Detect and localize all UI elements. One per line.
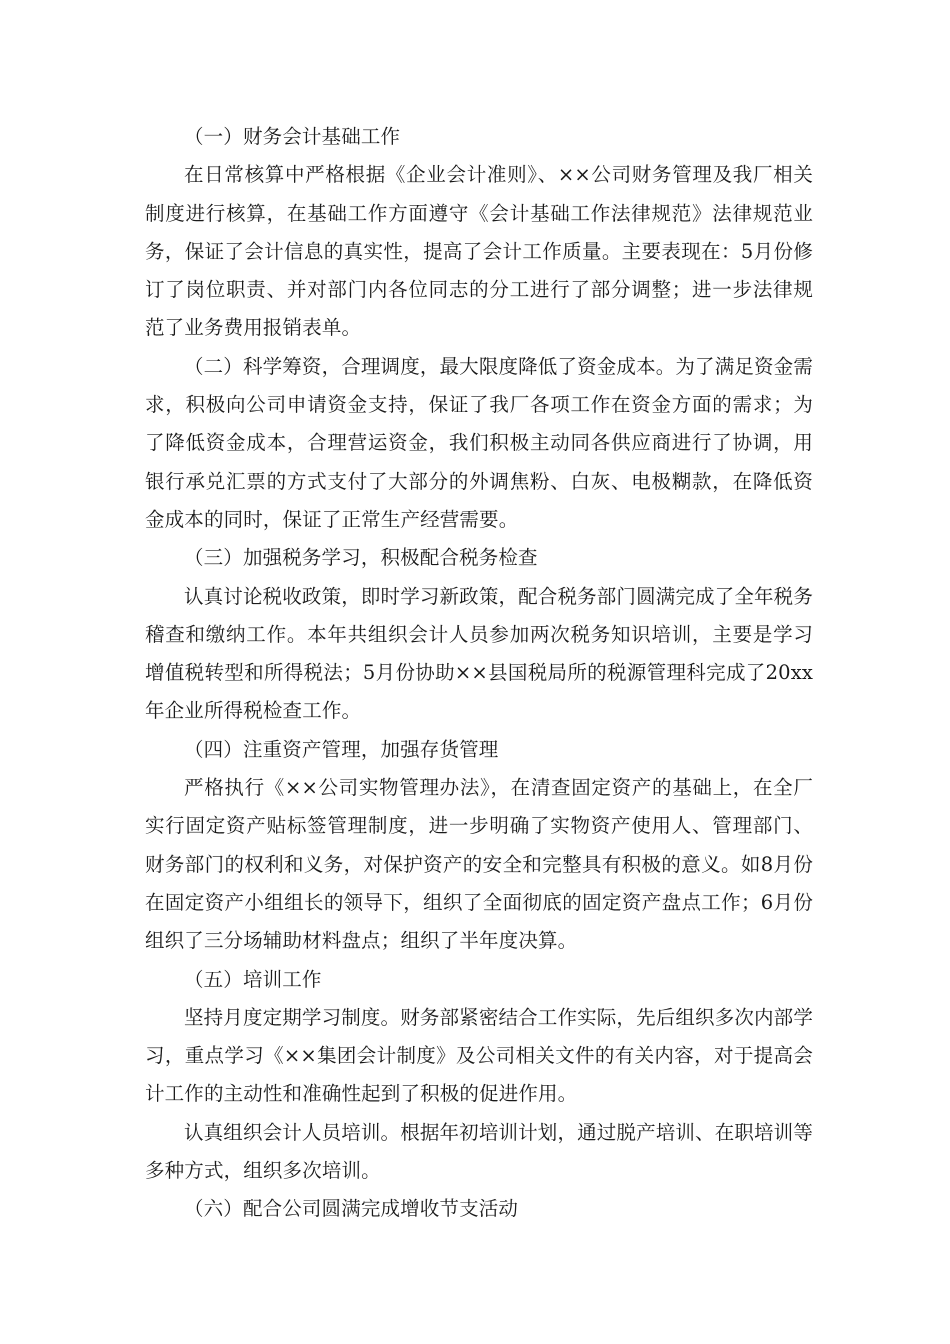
- section-heading-5: （五）培训工作: [184, 967, 322, 991]
- paragraph-training-staff: 认真组织会计人员培训。根据年初培训计划，通过脱产培训、在职培训等多种方式，组织多次培训。: [145, 1120, 813, 1183]
- section-heading-3: （三）加强税务学习，积极配合税务检查: [184, 546, 538, 570]
- paragraph-training-study: 坚持月度定期学习制度。财务部紧密结合工作实际，先后组织多次内部学习，重点学习《××集团会计制度》及公司相关文件的有关内容，对于提高会计工作的主动性和准确性起到了积极的促进作用。: [145, 1005, 813, 1106]
- paragraph-accounting-basics: 在日常核算中严格根据《企业会计准则》、××公司财务管理及我厂相关制度进行核算，在基础工作方面遵守《会计基础工作法律规范》法律规范业务，保证了会计信息的真实性，提高了会计工作质量。主要表现在：5月份修订了岗位职责、并对部门内各位同志的分工进行了部分调整；进一步法律规范了业务费用报销表单。: [145, 163, 813, 340]
- section-heading-1: （一）财务会计基础工作: [184, 125, 401, 148]
- paragraph-asset-management: 严格执行《××公司实物管理办法》，在清查固定资产的基础上，在全厂实行固定资产贴标签管理制度，进一步明确了实物资产使用人、管理部门、财务部门的权利和义务，对保护资产的安全和完整具有积极的意义。如8月份在固定资产小组组长的领导下，组织了全面彻底的固定资产盘点工作；6月份组织了三分场辅助材料盘点；组织了半年度决算。: [145, 776, 813, 953]
- paragraph-tax: 认真讨论税收政策，即时学习新政策，配合税务部门圆满完成了全年税务稽查和缴纳工作。本年共组织会计人员参加两次税务知识培训，主要是学习增值税转型和所得税法；5月份协助××县国税局所的税源管理科完成了20xx年企业所得税检查工作。: [145, 584, 813, 723]
- section-heading-6: （六）配合公司圆满完成增收节支活动: [184, 1197, 519, 1221]
- document-page: [145, 118, 813, 1229]
- section-heading-4: （四）注重资产管理，加强存货管理: [184, 737, 499, 761]
- paragraph-financing: （二）科学筹资，合理调度，最大限度降低了资金成本。为了满足资金需求，积极向公司申请资金支持，保证了我厂各项工作在资金方面的需求；为了降低资金成本，合理营运资金，我们积极主动同各供应商进行了协调，用银行承兑汇票的方式支付了大部分的外调焦粉、白灰、电极糊款，在降低资金成本的同时，保证了正常生产经营需要。: [145, 354, 813, 531]
